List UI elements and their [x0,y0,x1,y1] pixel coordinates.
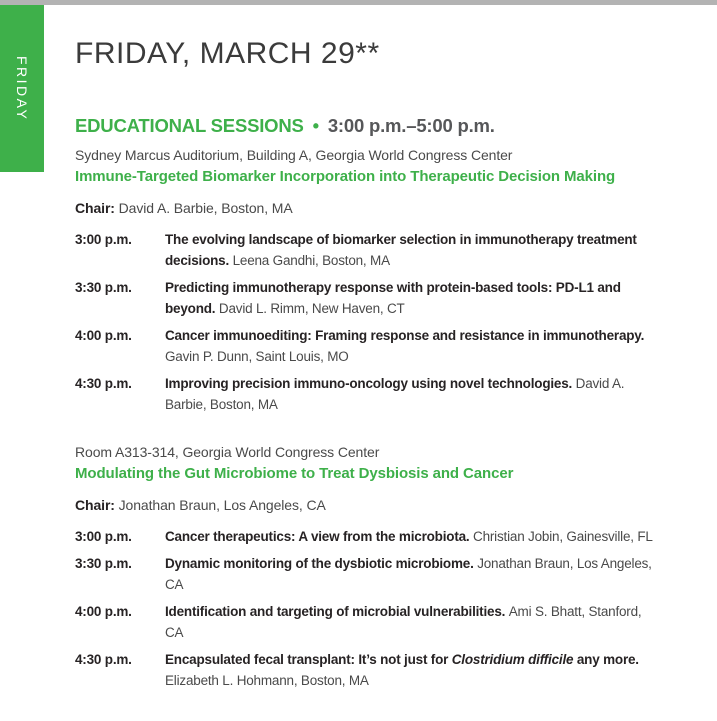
talk-description [165,601,657,643]
session-block [75,443,660,691]
talk-speaker: David L. Rimm, New Haven, CT [218,301,405,316]
session-venue: Sydney Marcus Auditorium, Building A, Georgia World Congress Center [75,147,513,163]
schedule-row [75,229,660,271]
talk-speaker: Gavin P. Dunn, Saint Louis, MO [165,349,349,364]
talk-speaker: David A. Barbie, Boston, MA [165,376,625,412]
schedule-row [75,553,660,595]
top-border-rule [0,0,717,5]
talk-time: 3:30 p.m. [75,556,132,571]
program-page [75,38,660,697]
talk-description [165,526,657,547]
session-title: Modulating the Gut Microbiome to Treat Dysbiosis and Cancer [75,465,514,482]
talk-time: 4:30 p.m. [75,652,132,667]
page-title: FRIDAY, MARCH 29** [75,37,380,70]
talk-title: Cancer immunoediting: Framing response and resistance in immunotherapy. [165,328,645,343]
talk-time: 4:30 p.m. [75,376,132,391]
talk-time: 3:30 p.m. [75,280,132,295]
section-heading [75,114,660,138]
section-heading-label: EDUCATIONAL SESSIONS [75,115,304,136]
chair-name: Jonathan Braun, Los Angeles, CA [114,497,326,513]
talk-speaker: Christian Jobin, Gainesville, FL [473,529,653,544]
section-heading-time: 3:00 p.m.–5:00 p.m. [327,115,495,136]
schedule-row [75,373,660,415]
talk-title-post: any more. [573,652,639,667]
talk-description [165,229,657,271]
talk-description [165,373,657,415]
session-venue: Room A313-314, Georgia World Congress Center [75,444,380,460]
talk-description [165,325,657,367]
schedule-row [75,526,660,547]
schedule-list [75,229,660,415]
talk-title: Cancer therapeutics: A view from the microbiota. [165,529,474,544]
schedule-row [75,325,660,367]
schedule-row [75,601,660,643]
bullet-separator-icon: • [312,115,319,136]
session-block [75,146,660,415]
talk-title-italic: Clostridium difficile [451,652,574,667]
schedule-row [75,277,660,319]
talk-title: Improving precision immuno-oncology using novel technologies. [165,376,576,391]
talk-title: Identification and targeting of microbial vulnerabilities. [165,604,509,619]
friday-tab-label: FRIDAY [14,55,30,122]
session-title: Immune-Targeted Biomarker Incorporation into Therapeutic Decision Making [75,168,616,185]
session-chair [75,199,660,218]
talk-speaker: Leena Gandhi, Boston, MA [232,253,390,268]
talk-speaker: Jonathan Braun, Los Angeles, CA [165,556,652,592]
talk-title-pre: Encapsulated fecal transplant: It’s not just for [165,652,452,667]
chair-name: David A. Barbie, Boston, MA [114,200,293,216]
schedule-row [75,649,660,691]
talk-title: The evolving landscape of biomarker selection in immunotherapy treatment decisions. [165,232,637,268]
talk-title: Dynamic monitoring of the dysbiotic microbiome. [165,556,478,571]
talk-description [165,553,657,595]
chair-label: Chair: [75,497,115,513]
talk-description [165,277,657,319]
talk-time: 4:00 p.m. [75,604,132,619]
friday-tab[interactable] [0,5,44,172]
talk-title: Predicting immunotherapy response with protein-based tools: PD-L1 and beyond. [165,280,621,316]
talk-time: 3:00 p.m. [75,529,132,544]
talk-time: 3:00 p.m. [75,232,132,247]
talk-time: 4:00 p.m. [75,328,132,343]
talk-description [165,649,657,691]
talk-speaker: Ami S. Bhatt, Stanford, CA [165,604,642,640]
chair-label: Chair: [75,200,115,216]
schedule-list [75,526,660,691]
talk-speaker: Elizabeth L. Hohmann, Boston, MA [165,673,369,688]
session-chair [75,496,660,515]
